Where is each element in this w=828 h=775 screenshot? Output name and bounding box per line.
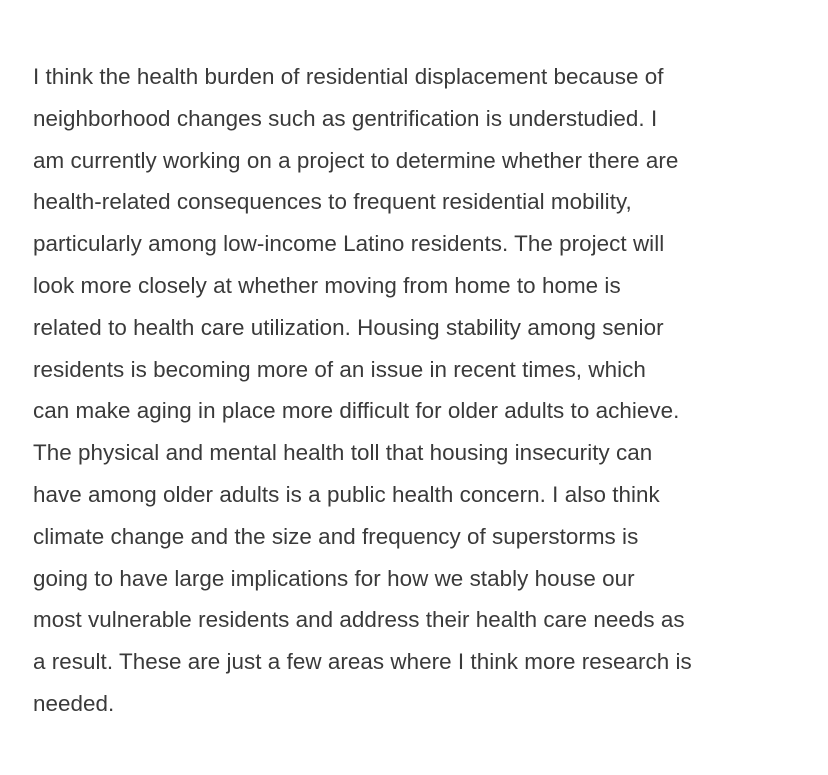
text-line: residents is becoming more of an issue in recent times, which [33, 356, 646, 382]
text-line: health-related consequences to frequent residential mobility, [33, 189, 632, 215]
text-line: a result. These are just a few areas where I think more research is [33, 649, 692, 675]
text-line: look more closely at whether moving from home to home is [33, 272, 621, 298]
text-line: needed. [33, 690, 115, 716]
text-line: related to health care utilization. Housing stability among senior [33, 314, 664, 340]
text-line: climate change and the size and frequency of superstorms is [33, 523, 639, 549]
body-paragraph [33, 56, 798, 725]
text-line: have among older adults is a public health concern. I also think [33, 481, 660, 507]
text-line: can make aging in place more difficult for older adults to achieve. [33, 398, 680, 424]
text-line: going to have large implications for how we stably house our [33, 565, 635, 591]
text-line: most vulnerable residents and address their health care needs as [33, 607, 685, 633]
text-line: am currently working on a project to determine whether there are [33, 147, 679, 173]
text-line: The physical and mental health toll that housing insecurity can [33, 440, 653, 466]
text-line: particularly among low-income Latino residents. The project will [33, 231, 665, 257]
text-line: I think the health burden of residential displacement because of [33, 64, 664, 89]
text-line: neighborhood changes such as gentrification is understudied. I [33, 105, 658, 131]
